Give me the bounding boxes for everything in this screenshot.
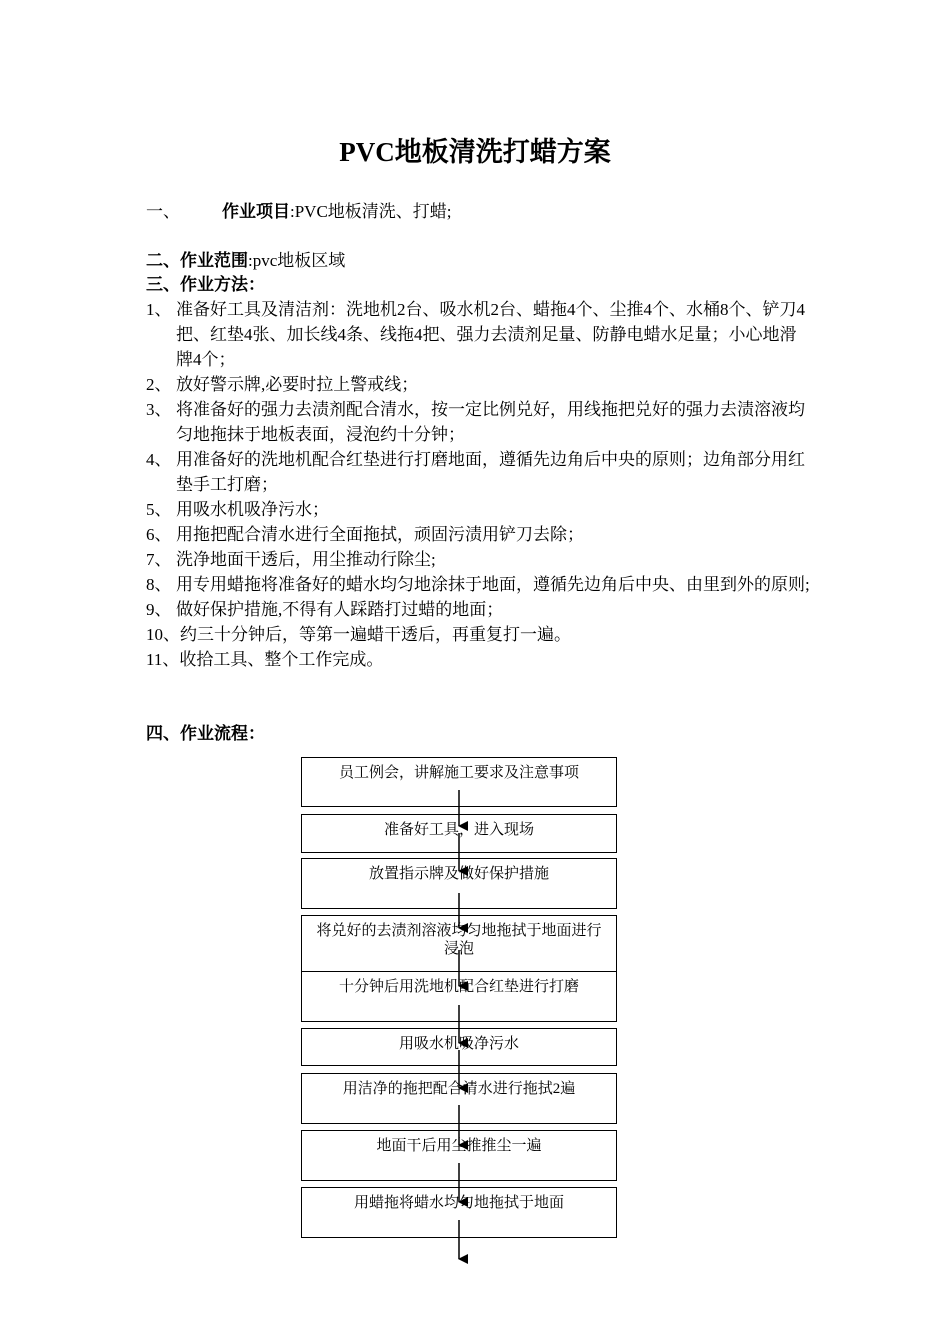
section-4-heading: 四、作业流程：: [146, 724, 265, 743]
section-1-number: 一、: [146, 202, 180, 221]
document-title: PVC地板清洗打蜡方案: [339, 137, 611, 167]
step-text: 约三十分钟后，等第一遍蜡干透后，再重复打一遍。: [180, 625, 571, 644]
step-number: 10、: [146, 625, 180, 644]
section-1-text: :PVC地板清洗、打蜡;: [290, 202, 452, 221]
step-number: 6、: [146, 525, 172, 544]
flow-step-box: 用吸水机吸净污水: [301, 1028, 617, 1066]
section-1-heading: 作业项目: [222, 202, 290, 221]
flow-step-box: 准备好工具，进入现场: [301, 814, 617, 853]
section-3-heading: 三、作业方法：: [146, 275, 265, 294]
step-number: 5、: [146, 500, 172, 519]
step-text: 放好警示牌,必要时拉上警戒线；: [176, 375, 419, 394]
step-number: 11、: [146, 650, 180, 669]
step-text: 做好保护措施,不得有人踩踏打过蜡的地面；: [176, 600, 504, 619]
step-number: 3、: [146, 400, 172, 419]
flow-step-box: 用洁净的拖把配合清水进行拖拭2遍: [301, 1073, 617, 1124]
flow-step-box: 十分钟后用洗地机配合红垫进行打磨: [301, 971, 617, 1022]
step-number: 4、: [146, 450, 172, 469]
flow-step-box: 地面干后用尘推推尘一遍: [301, 1130, 617, 1181]
step-number: 2、: [146, 375, 172, 394]
flow-step-box: 放置指示牌及做好保护措施: [301, 858, 617, 909]
step-text: 洗净地面干透后，用尘推动行除尘;: [176, 550, 436, 569]
flow-step-box: 员工例会，讲解施工要求及注意事项: [301, 757, 617, 807]
step-text: 用准备好的洗地机配合红垫进行打磨地面，遵循先边角后中央的原则；边角部分用红垫手工打磨；: [176, 450, 805, 494]
flow-step-box: 用蜡拖将蜡水均匀地拖拭于地面: [301, 1187, 617, 1238]
step-text: 准备好工具及清洁剂：洗地机2台、吸水机2台、蜡拖4个、尘推4个、水桶8个、铲刀4把、红垫4张、加长线4条、线拖4把、强力去渍剂足量、防静电蜡水足量；小心地滑牌4个；: [176, 300, 805, 369]
section-2-heading: 二、作业范围: [146, 251, 248, 270]
flow-step-box: 将兑好的去渍剂溶液均匀地拖拭于地面进行浸泡: [301, 915, 617, 972]
step-number: 1、: [146, 300, 172, 319]
step-text: 用吸水机吸净污水；: [176, 500, 329, 519]
step-number: 7、: [146, 550, 172, 569]
step-text: 将准备好的强力去渍剂配合清水，按一定比例兑好，用线拖把兑好的强力去渍溶液均匀地拖抹于地板表面，浸泡约十分钟；: [176, 400, 805, 444]
step-number: 8、: [146, 575, 172, 594]
step-text: 收拾工具、整个工作完成。: [179, 650, 384, 669]
section-2-text: :pvc地板区域: [248, 251, 346, 270]
step-text: 用专用蜡拖将准备好的蜡水均匀地涂抹于地面，遵循先边角后中央、由里到外的原则;: [176, 575, 810, 594]
step-text: 用拖把配合清水进行全面拖拭，顽固污渍用铲刀去除；: [176, 525, 584, 544]
step-number: 9、: [146, 600, 172, 619]
